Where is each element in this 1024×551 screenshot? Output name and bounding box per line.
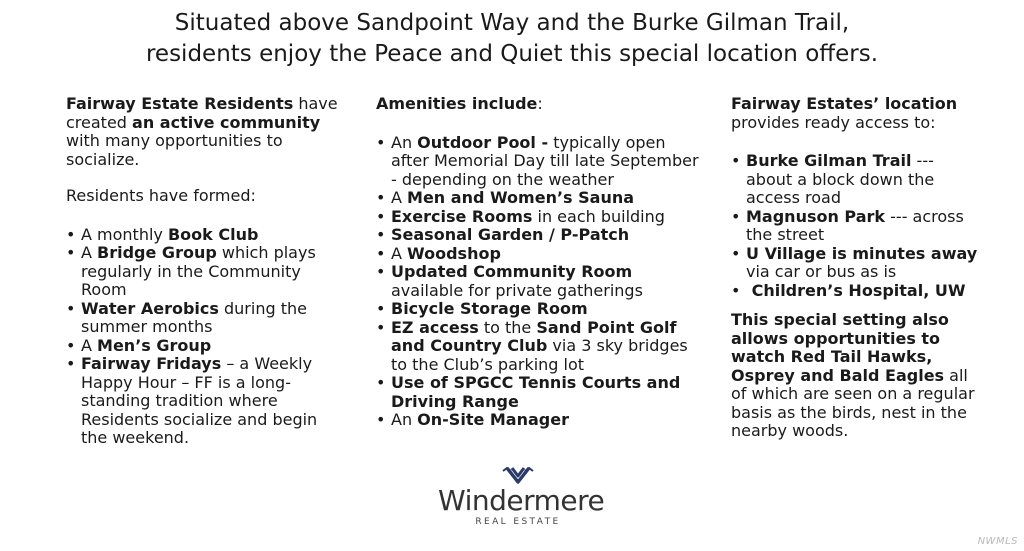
- intro-text-1: have created: [66, 94, 338, 132]
- logo-subtitle: REAL ESTATE: [475, 517, 561, 527]
- logo-name: Windermere: [438, 484, 605, 517]
- list-item: • An Outdoor Pool - typically open after Memorial Day till late September - depending on the weather: [376, 134, 706, 190]
- list-item: • Water Aerobics during the summer months: [66, 300, 338, 337]
- list-item: • Children’s Hospital, UW: [731, 282, 981, 301]
- list-item: • U Village is minutes away via car or bus as is: [731, 245, 981, 282]
- residents-formed: Residents have formed:: [66, 186, 256, 205]
- intro-bold-1: Fairway Estate Residents: [66, 94, 294, 113]
- residents-list: [66, 226, 338, 448]
- windermere-logo: [438, 465, 605, 527]
- amenities-list: [376, 134, 706, 430]
- list-item: • A Men’s Group: [66, 337, 338, 356]
- list-item: • Use of SPGCC Tennis Courts and Driving Range: [376, 374, 706, 411]
- closing-paragraph: This special setting also allows opportunities to watch Red Tail Hawks, Osprey and Bald Eagles all of which are seen on a regular basis as the birds, nest in the nearby woods.: [731, 310, 975, 440]
- nwmls-watermark: NWMLS: [977, 536, 1018, 547]
- list-item: • Burke Gilman Trail --- about a block down the access road: [731, 152, 981, 208]
- list-item: • Updated Community Room available for private gatherings: [376, 263, 706, 300]
- list-item: • Seasonal Garden / P-Patch: [376, 226, 706, 245]
- list-item: • EZ access to the Sand Point Golf and Country Club via 3 sky bridges to the Club’s parking lot: [376, 319, 706, 375]
- amenities-heading: Amenities include:: [376, 94, 543, 113]
- residents-intro: [66, 95, 338, 169]
- location-heading: Fairway Estates’ location provides ready access to:: [731, 94, 958, 132]
- list-item: • Bicycle Storage Room: [376, 300, 706, 319]
- list-item: • An On-Site Manager: [376, 411, 706, 430]
- list-item: • A Men and Women’s Sauna: [376, 189, 706, 208]
- headline-line-1: Situated above Sandpoint Way and the Burke Gilman Trail,: [174, 10, 850, 36]
- location-column: [731, 95, 981, 441]
- list-item: • Fairway Fridays – a Weekly Happy Hour – FF is a long-standing tradition where Residents socialize and begin the weekend.: [66, 355, 338, 448]
- list-item: • A monthly Book Club: [66, 226, 338, 245]
- list-item: • A Woodshop: [376, 245, 706, 264]
- residents-column: [66, 95, 338, 448]
- list-item: • A Bridge Group which plays regularly in the Community Room: [66, 244, 338, 300]
- intro-text-2: with many opportunities to socialize.: [66, 131, 283, 169]
- list-item: • Magnuson Park --- across the street: [731, 208, 981, 245]
- windermere-w-logo-icon: [501, 465, 535, 485]
- intro-bold-2: an active community: [132, 112, 321, 132]
- headline: [0, 8, 1024, 70]
- location-list: [731, 152, 981, 300]
- headline-line-2: residents enjoy the Peace and Quiet this special location offers.: [145, 41, 879, 67]
- list-item: • Exercise Rooms in each building: [376, 208, 706, 227]
- amenities-column: [376, 95, 706, 430]
